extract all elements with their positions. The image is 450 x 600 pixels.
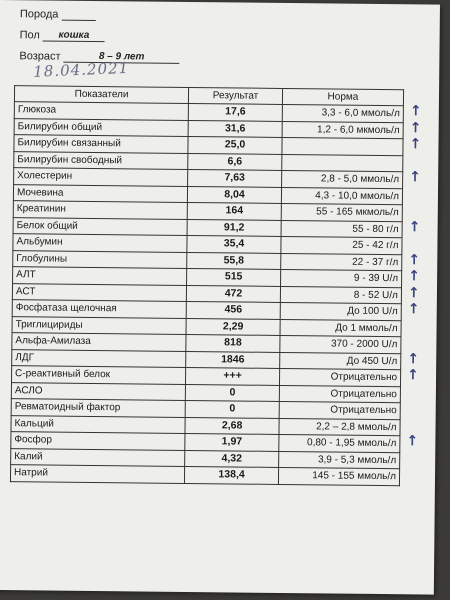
result-value: +++	[186, 367, 280, 384]
up-arrow-icon: ↑	[407, 285, 420, 302]
norm-range	[282, 137, 403, 155]
up-arrow-icon: ↑	[409, 103, 422, 120]
result-value: 0	[185, 384, 279, 401]
norm-range: Отрицательно	[279, 401, 400, 419]
indicator-name: Ревматоидный фактор	[11, 399, 185, 417]
result-value: 55,8	[187, 252, 281, 269]
up-arrow-icon: ↑	[409, 120, 422, 137]
result-value: 164	[187, 202, 281, 219]
norm-range	[282, 154, 403, 172]
indicator-name: Триглицириды	[12, 316, 186, 334]
indicator-name: ЛДГ	[12, 349, 186, 367]
norm-range: 145 - 155 ммоль/л	[278, 467, 399, 485]
indicator-name: Мочевина	[13, 184, 187, 202]
norm-range: До 100 U/л	[280, 302, 401, 320]
result-value: 472	[187, 285, 281, 302]
results-table	[10, 85, 404, 486]
indicator-name: Билирубин связанный	[14, 135, 188, 153]
sex-label: Пол	[19, 29, 40, 42]
header-result: Результат	[189, 87, 283, 104]
age-value: 8 – 9 лет	[64, 51, 180, 64]
result-value: 35,4	[187, 235, 281, 252]
breed-value	[61, 9, 95, 21]
norm-range: 9 - 39 U/л	[280, 269, 401, 287]
norm-range: 55 - 165 мкмоль/л	[281, 203, 402, 221]
indicator-name: Фосфатаза щелочная	[12, 300, 186, 318]
table-row	[10, 465, 399, 486]
indicator-name: АСТ	[12, 283, 186, 301]
sex-line	[20, 29, 105, 42]
result-value: 17,6	[188, 103, 282, 120]
norm-range: 4,3 - 10,0 ммоль/л	[281, 187, 402, 205]
indicator-name: Альфа-Амилаза	[12, 333, 186, 351]
norm-range: 3,3 - 6,0 ммоль/л	[282, 104, 403, 122]
norm-range: 22 - 37 г/л	[281, 253, 402, 271]
norm-range: До 450 U/л	[280, 352, 401, 370]
sex-value: кошка	[43, 29, 105, 42]
result-value: 2,29	[186, 318, 280, 335]
indicator-name: Белок общий	[13, 217, 187, 235]
result-value: 2,68	[185, 417, 279, 434]
up-arrow-icon: ↑	[408, 268, 420, 285]
indicator-name: Креатинин	[13, 201, 187, 219]
result-value: 138,4	[185, 466, 279, 483]
result-value: 8,04	[188, 186, 282, 203]
up-arrow-icon: ↑	[409, 136, 422, 153]
indicator-name: Натрий	[10, 465, 184, 483]
norm-range: 370 - 2000 U/л	[280, 335, 401, 353]
up-arrow-icon: ↑	[408, 219, 421, 236]
result-value: 515	[187, 268, 281, 285]
breed-line	[20, 8, 96, 21]
norm-range: 0,80 - 1,95 ммоль/л	[279, 434, 400, 452]
result-value: 7,63	[188, 169, 282, 186]
norm-range: 25 - 42 г/л	[281, 236, 402, 254]
indicator-name: Фосфор	[11, 432, 185, 450]
indicator-name: Глюкоза	[14, 102, 188, 120]
indicator-name: АСЛО	[11, 382, 185, 400]
header-norm: Норма	[282, 88, 403, 105]
norm-range: Отрицательно	[279, 368, 400, 386]
up-arrow-icon: ↑	[407, 351, 420, 368]
norm-range: 2,2 – 2,8 ммоль/л	[279, 418, 400, 436]
norm-range: До 1 ммоль/л	[280, 319, 401, 337]
indicator-name: Холестерин	[14, 168, 188, 186]
norm-range: 8 - 52 U/л	[280, 286, 401, 304]
indicator-name: АЛТ	[13, 267, 187, 285]
result-value: 25,0	[188, 136, 282, 153]
result-value: 0	[185, 400, 279, 417]
indicator-name: Калий	[11, 448, 185, 466]
norm-range: 55 - 80 г/л	[281, 220, 402, 238]
result-value: 31,6	[188, 120, 282, 137]
breed-label: Порода	[19, 8, 59, 21]
result-value: 6,6	[188, 153, 282, 170]
result-value: 4,32	[185, 450, 279, 467]
result-value: 1,97	[185, 433, 279, 450]
up-arrow-icon: ↑	[409, 169, 421, 186]
header-indicators: Показатели	[14, 86, 188, 104]
indicator-name: Билирубин общий	[14, 118, 188, 136]
norm-range: 3,9 - 5,3 ммоль/л	[279, 451, 400, 469]
result-value: 91,2	[187, 219, 281, 236]
indicator-name: Билирубин свободный	[14, 151, 188, 169]
norm-range: Отрицательно	[279, 385, 400, 403]
indicator-name: Альбумин	[13, 234, 187, 252]
age-label: Возраст	[19, 50, 61, 63]
handwritten-date: 18.04.2021	[32, 58, 130, 81]
up-arrow-icon: ↑	[407, 367, 419, 384]
up-arrow-icon: ↑	[406, 433, 419, 450]
result-value: 1846	[186, 351, 280, 368]
norm-range: 2,8 - 5,0 ммоль/л	[281, 170, 402, 188]
result-value: 456	[186, 301, 280, 318]
indicator-name: С-реактивный белок	[11, 366, 185, 384]
indicator-name: Глобулины	[13, 250, 187, 268]
indicator-name: Кальций	[11, 415, 185, 433]
result-value: 818	[186, 334, 280, 351]
up-arrow-icon: ↑	[408, 252, 421, 269]
up-arrow-icon: ↑	[407, 301, 420, 318]
norm-range: 1,2 - 6,0 мкмоль/л	[282, 121, 403, 139]
